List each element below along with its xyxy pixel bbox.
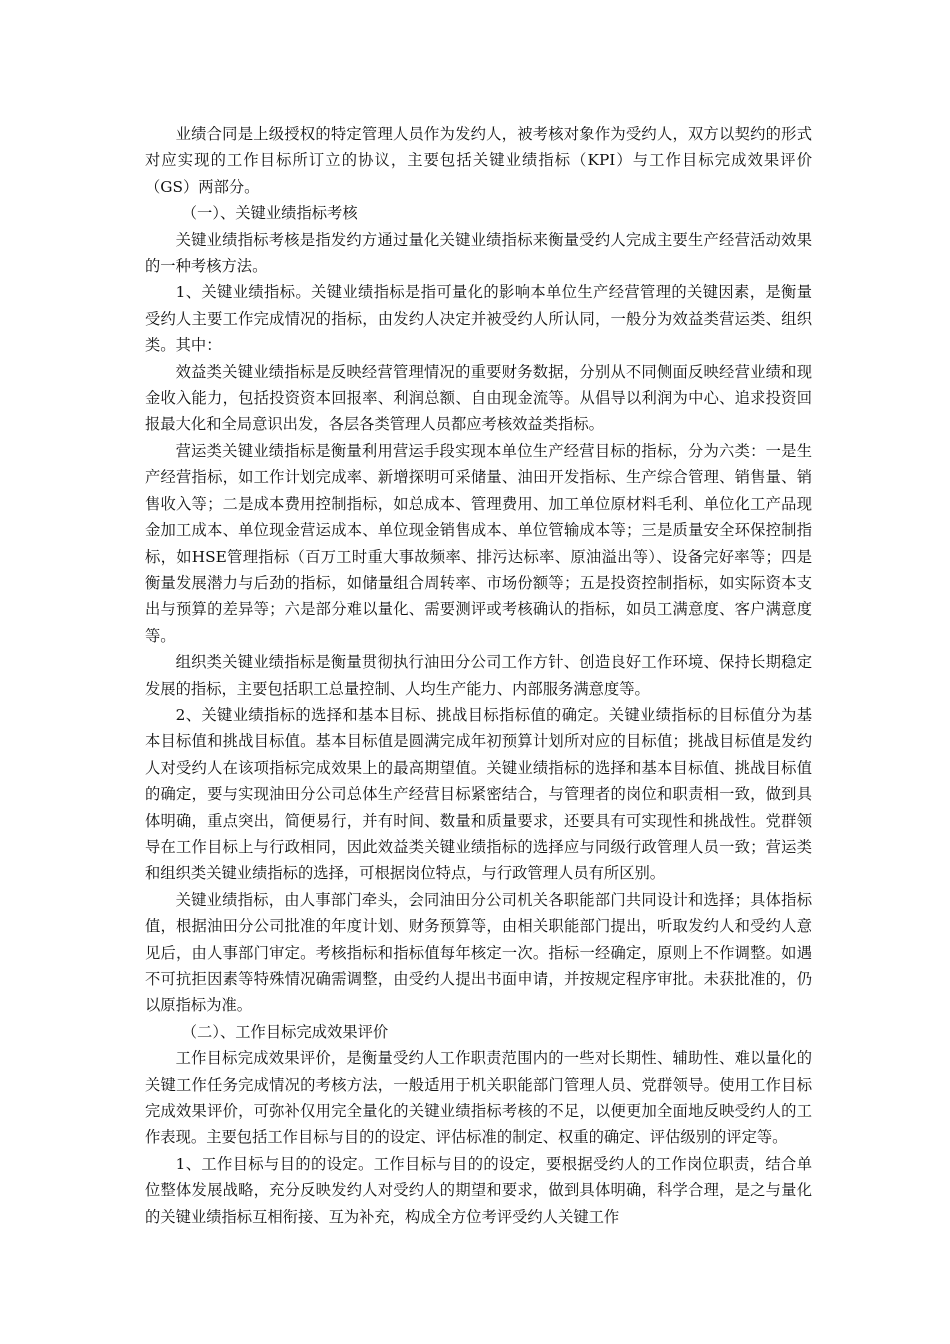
paragraph-organization-kpi: 组织类关键业绩指标是衡量贯彻执行油田分公司工作方针、创造良好工作环境、保持长期稳定发展的指标，主要包括职工总量控制、人均生产能力、内部服务满意度等。 bbox=[145, 653, 812, 698]
section-heading-kpi: （一）、关键业绩指标考核 bbox=[181, 204, 358, 223]
document-body bbox=[145, 121, 812, 1230]
section-heading-gs: （二）、工作目标完成效果评价 bbox=[181, 1022, 389, 1041]
paragraph-kpi-1: 1、关键业绩指标。关键业绩指标是指可量化的影响本单位生产经营管理的关键因素，是衡量受约人主要工作完成情况的指标，由发约人决定并被受约人所认同，一般分为效益类营运类、组织类。其中： bbox=[145, 283, 812, 355]
paragraph-kpi-design: 关键业绩指标，由人事部门牵头，会同油田分公司机关各职能部门共同设计和选择；具体指标值，根据油田分公司批准的年度计划、财务预算等，由相关职能部门提出，听取发约人和受约人意见后，由人事部门审定。考核指标和指标值每年核定一次。指标一经确定，原则上不作调整。如遇不可抗拒因素等特殊情况确需调整，由受约人提出书面申请，并按规定程序审批。未获批准的，仍以原指标为准。 bbox=[145, 890, 812, 1015]
paragraph-kpi-2: 2、关键业绩指标的选择和基本目标、挑战目标指标值的确定。关键业绩指标的目标值分为基本目标值和挑战目标值。基本目标值是圆满完成年初预算计划所对应的目标值；挑战目标值是发约人对受约人在该项指标完成效果上的最高期望值。关键业绩指标的选择和基本目标值、挑战目标值的确定，要与实现油田分公司总体生产经营目标紧密结合，与管理者的岗位和职责相一致，做到具体明确，重点突出，简便易行，并有时间、数量和质量要求，还要具有可实现性和挑战性。党群领导在工作目标上与行政相同，因此效益类关键业绩指标的选择应与同级行政管理人员一致；营运类和组织类关键业绩指标的选择，可根据岗位特点，与行政管理人员有所区别。 bbox=[145, 705, 812, 883]
paragraph-operation-kpi: 营运类关键业绩指标是衡量利用营运手段实现本单位生产经营目标的指标，分为六类：一是生产经营指标，如工作计划完成率、新增探明可采储量、油田开发指标、生产综合管理、销售量、销售收入等；二是成本费用控制指标，如总成本、管理费用、加工单位原材料毛利、单位化工产品现金加工成本、单位现金营运成本、单位现金销售成本、单位管输成本等；三是质量安全环保控制指标，如HSE管理指标（百万工时重大事故频率、排污达标率、原油溢出等）、设备完好率等；四是衡量发展潜力与后劲的指标，如储量组合周转率、市场份额等；五是投资控制指标，如实际资本支出与预算的差异等；六是部分难以量化、需要测评或考核确认的指标，如员工满意度、客户满意度等。 bbox=[145, 441, 812, 645]
paragraph-gs-definition: 工作目标完成效果评价，是衡量受约人工作职责范围内的一些对长期性、辅助性、难以量化的关键工作任务完成情况的考核方法，一般适用于机关职能部门管理人员、党群领导。使用工作目标完成效果评价，可弥补仅用完全量化的关键业绩指标考核的不足，以便更加全面地反映受约人的工作表现。主要包括工作目标与目的的设定、评估标准的制定、权重的确定、评估级别的评定等。 bbox=[145, 1049, 812, 1147]
paragraph-kpi-definition: 关键业绩指标考核是指发约方通过量化关键业绩指标来衡量受约人完成主要生产经营活动效果的一种考核方法。 bbox=[145, 230, 812, 276]
paragraph-gs-1: 1、工作目标与目的的设定。工作目标与目的的设定，要根据受约人的工作岗位职责，结合单位整体发展战略，充分反映发约人对受约人的期望和要求，做到具体明确，科学合理，是之与量化的关键业绩指标互相衔接、互为补充，构成全方位考评受约人关键工作 bbox=[145, 1154, 812, 1226]
paragraph-benefit-kpi: 效益类关键业绩指标是反映经营管理情况的重要财务数据，分别从不同侧面反映经营业绩和现金收入能力，包括投资资本回报率、利润总额、自由现金流等。从倡导以利润为中心、追求投资回报最大化和全局意识出发，各层各类管理人员都应考核效益类指标。 bbox=[145, 362, 812, 434]
paragraph-intro: 业绩合同是上级授权的特定管理人员作为发约人，被考核对象作为受约人，双方以契约的形式对应实现的工作目标所订立的协议，主要包括关键业绩指标（KPI）与工作目标完成效果评价（GS）两部分。 bbox=[145, 125, 812, 196]
